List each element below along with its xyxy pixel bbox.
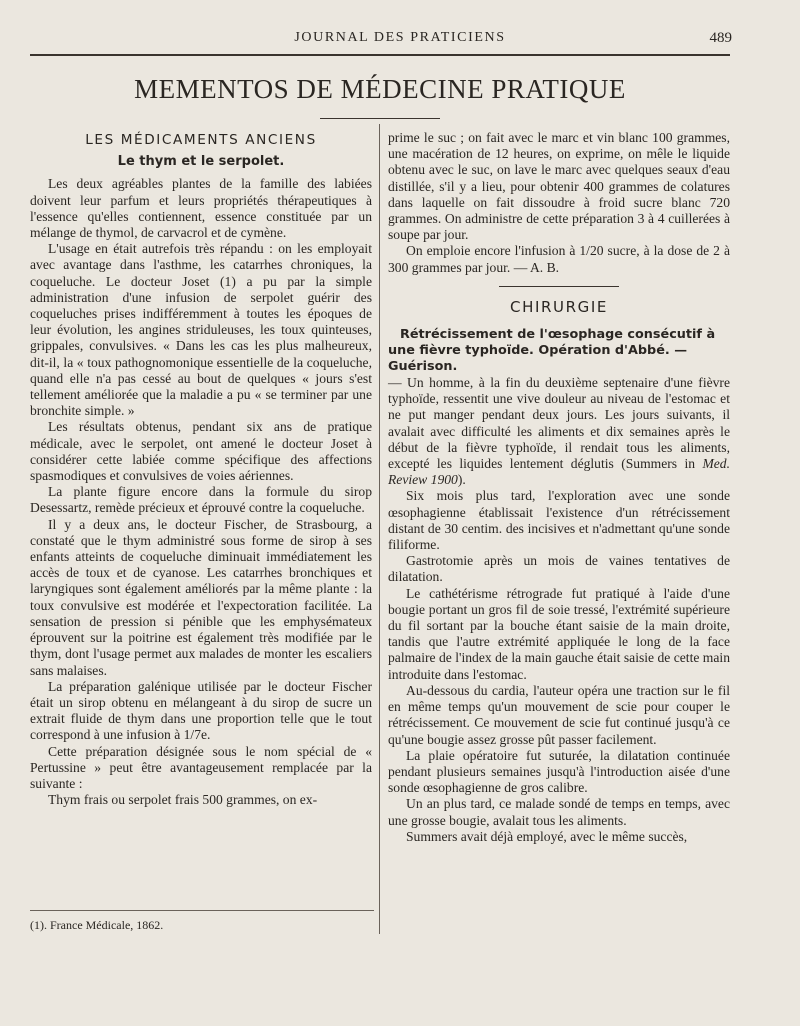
paragraph: Thym frais ou serpolet frais 500 grammes, on ex- — [48, 792, 318, 808]
article-lead-text: — Un homme, à la fin du deuxième septenaire d'une fièvre typhoïde, ressentit une vive douleur au niveau de l'estomac et ne put manger pendant deux jours. Les jours suivants, il avalait avec difficulté les aliments et dix semaines après le début de la fièvre typhoïde, il rendait tous les aliments, excepté les liquides lentement déglutis (Summers in — [388, 375, 730, 472]
running-title: JOURNAL DES PRATICIENS — [294, 30, 506, 45]
subsection-heading-thym: Le thym et le serpolet. — [117, 154, 285, 170]
section-rule — [499, 286, 619, 287]
article-lead — [388, 375, 730, 488]
paragraph: La préparation galénique utilisée par le docteur Fischer était un sirop obtenu en mélangeant à du sirop de sucre un extrait fluide de thym dans une proportion telle que le tout correspond à une infusion à 1/7e. — [30, 678, 372, 743]
paragraph: Le cathétérisme rétrograde fut pratiqué à l'aide d'une bougie portant un gros fil de soie tressé, l'extrémité supérieure du fil sortant par la bouche étant saisie de la main droite, tandis que l'autre extrémité appliquée le long de la face palmaire de l'index de la main gauche était saisie de cette main introduite dans l'estomac. — [388, 585, 730, 682]
column-divider — [379, 124, 380, 934]
citation-end: ). — [457, 472, 466, 488]
title-rule — [320, 118, 440, 119]
paragraph: On emploie encore l'infusion à 1/20 sucre, à la dose de 2 à 300 grammes par jour. — A. B. — [388, 243, 730, 275]
paragraph: Il y a deux ans, le docteur Fischer, de Strasbourg, a constaté que le thym administré sous forme de sirop à ses enfants atteints de coqueluche diminuait immédiatement les accès de toux et de cyanose. Les catarrhes bronchiques et laryngiques sont également améliorés par la même plante : la toux convulsive est modérée et l'expectoration facilitée. La sensation de pression si pénible que les emphysémateux éprouvent sur la poitrine est également très modifiée par le thym, dont l'usage permet aux malades de monter les escaliers sans malaises. — [30, 516, 372, 678]
right-column — [388, 130, 730, 845]
paragraph: Les résultats obtenus, pendant six ans de pratique médicale, avec le serpolet, ont amené le docteur Joset à considérer cette labiée comme spécifique des affections spasmodiques et convulsives de voies aériennes. — [30, 419, 372, 484]
footnote-rule — [30, 910, 374, 911]
paragraph: La plaie opératoire fut suturée, la dilatation continuée pendant plusieurs semaines jusqu'à l'introduction aisée d'une sonde œsophagienne de gros calibre. — [388, 747, 730, 796]
paragraph: Au-dessous du cardia, l'auteur opéra une traction sur le fil en même temps qu'un mouvement de scie pour couper le rétrécissement. Ce mouvement de scie fut continué jusqu'à ce qu'une bougie assez grosse pût passer facilement. — [388, 682, 730, 747]
paragraph: Six mois plus tard, l'exploration avec une sonde œsophagienne établissait l'existence d'un rétrécissement distant de 30 centim. des incisives et n'admettant qu'une sonde filiforme. — [388, 488, 730, 553]
header-rule — [30, 54, 730, 56]
citation: Med. Review 1900 — [388, 456, 730, 488]
paragraph: La plante figure encore dans la formule du sirop Desessartz, remède précieux et éprouvé contre la coqueluche. — [30, 484, 372, 516]
paragraph: Les deux agréables plantes de la famille des labiées doivent leur parfum et leurs propriétés thérapeutiques à l'essence qu'elles contiennent, essence constituée par un mélange de thymol, de carvacrol et de cymène. — [30, 176, 372, 241]
paragraph: Gastrotomie après un mois de vaines tentatives de dilatation. — [388, 553, 730, 585]
paragraph: prime le suc ; on fait avec le marc et vin blanc 100 grammes, une macération de 12 heures, on exprime, on mêle le liquide obtenu avec le suc, on lave le marc avec quelques seaux d'eau distillée, s'il y a lieu, pour obtenir 400 grammes de colatures dans laquelle on fait dissoudre à froid sucre blanc 720 grammes. On administre de cette préparation 3 à 4 cuillerées à soupe par jour. — [388, 130, 730, 243]
paragraph: Summers avait déjà employé, avec le même succès, — [406, 828, 688, 844]
section-heading-medicaments: LES MÉDICAMENTS ANCIENS — [85, 132, 317, 148]
paragraph: Un an plus tard, ce malade sondé de temps en temps, avec une grosse bougie, avalait tous les aliments. — [388, 796, 730, 828]
paragraph: Cette préparation désignée sous le nom spécial de « Pertussine » peut être avantageusement remplacée par la suivante : — [30, 743, 372, 791]
page-title: MEMENTOS DE MÉDECINE PRATIQUE — [134, 74, 626, 104]
left-column — [30, 132, 372, 808]
footnote: (1). France Médicale, 1862. — [30, 918, 164, 932]
paragraph: L'usage en était autrefois très répandu : on les employait avec avantage dans l'asthme, les catarrhes chroniques, la coqueluche. Le docteur Joset (1) a pu par la simple administration d'une infusion de serpolet guérir des coqueluches prises indifféremment à toutes les époques de leur évolution, les angines striduleuses, les toux quinteuses, grippales, convulsives. « Dans les cas les plus malheureux, dit-il, la « toux pathognomonique essentielle de la coqueluche, quand elle n'a pas cessé au bout de quelques « jours s'est tellement améliorée que la maladie a pu « se terminer par une bronchite simple. » — [30, 241, 372, 419]
article-title: Rétrécissement de l'œsophage consécutif à une fièvre typhoïde. Opération d'Abbé. — Guérison. — [388, 327, 716, 375]
section-heading-chirurgie: CHIRURGIE — [510, 297, 608, 316]
page-number: 489 — [709, 30, 732, 46]
running-header — [30, 30, 770, 52]
